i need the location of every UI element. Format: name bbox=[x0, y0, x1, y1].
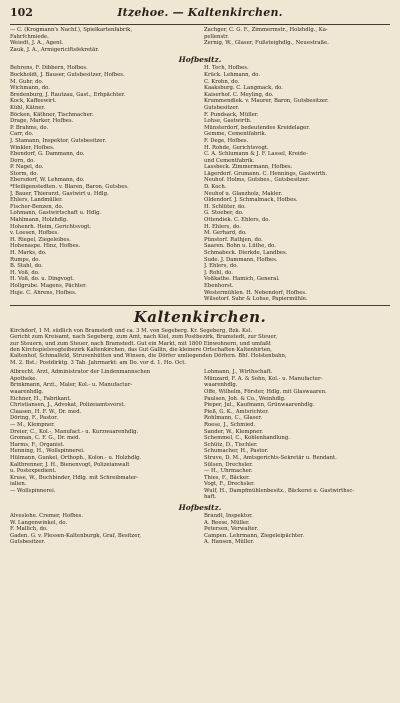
page-header bbox=[10, 6, 390, 22]
directory-entry: Wilsetorf. Suhr & Lohse, Papiermühle. bbox=[204, 296, 308, 303]
directory-entry: J. Ehlers, do. bbox=[204, 263, 238, 270]
directory-entry: Christiansen, J., Advokat, Polizeiamtsvorst. bbox=[10, 402, 126, 409]
directory-entry: Hohenrh. Heim, Gerichtsvogt. bbox=[10, 223, 92, 230]
directory-entry: *Heiligenstedten. v. Blaren, Baron, Gutsbes. bbox=[10, 184, 129, 191]
header-rule bbox=[10, 24, 390, 25]
directory-entry: Kock, Kaffeewirt. bbox=[10, 98, 57, 105]
description-line: Kaltenhof, Schmalfeld, Struvenhütten und Winsen, die Dörfer umliegenden Dörfern. Bhf. Holstenbahn, bbox=[10, 353, 287, 360]
directory-entry: — C. (Krogmann's Nachf.), Spielkartenfabrik, bbox=[10, 27, 133, 33]
left-column-3 bbox=[10, 513, 196, 546]
directory-entry: Gemme, Cementfabrik. bbox=[204, 131, 267, 138]
directory-entry: Dreier, C., Kol.-, Manufact.- u. Kurzwaarenhdlg. bbox=[10, 428, 139, 435]
directory-entry: Kaiserhof. C. Meyling, do. bbox=[204, 91, 274, 98]
directory-entry: Gutsbesitzer. bbox=[10, 539, 46, 546]
directory-entry: Roese, J., Schmied. bbox=[204, 421, 256, 428]
directory-entry: Kaaksburg. C. Langmack, do. bbox=[204, 85, 283, 92]
directory-entry: P. Brahms, do. bbox=[10, 124, 49, 131]
top-entries bbox=[10, 27, 390, 53]
directory-entry: Mahlmann, Holzhdlg. bbox=[10, 217, 68, 224]
directory-entry: — M., Klempner. bbox=[10, 421, 55, 428]
directory-entry: Pieper, Jul., Kaufmann, Grünwaarenhdlg. bbox=[204, 402, 315, 409]
directory-entry: Paulsen, Joh. & Co., Weinhdlg. bbox=[204, 395, 286, 402]
directory-entry: Drage, Marker, Hofbes. bbox=[10, 118, 74, 125]
directory-entry: C. Krohn, do. bbox=[204, 78, 240, 85]
directory-entry: F. Dege, Hofbes. bbox=[204, 137, 249, 144]
directory-entry: Ottendiek. C. Ehlers, do. bbox=[204, 217, 271, 224]
right-column-2 bbox=[204, 369, 390, 501]
directory-entry: H. Ehlers, do. bbox=[204, 223, 241, 230]
directory-entry: Dorn, do. bbox=[10, 157, 35, 164]
directory-entry: Rumps, do. bbox=[10, 256, 41, 263]
directory-entry: Henning, H., Wollspinnerei. bbox=[10, 448, 85, 455]
directory-entry: H. Voß, do. u. Dingvogt. bbox=[10, 276, 75, 283]
directory-entry: Weiedt, J. A., Agent. bbox=[10, 40, 64, 47]
directory-entry: Saaren. Bohn u. Lüthe, do. bbox=[204, 243, 276, 250]
section-heading-hofbesitz: Hofbesitz. bbox=[178, 55, 222, 65]
right-column-1 bbox=[204, 65, 390, 302]
directory-entry: Ebenhorst. bbox=[204, 282, 234, 289]
directory-entry: Hollgrube. Magens, Pächter. bbox=[10, 282, 87, 289]
directory-entry: Schemmel, C., Kohlenhandlung. bbox=[204, 435, 290, 442]
section-rule bbox=[10, 305, 390, 306]
directory-entry: Hohenaspe. Hinz, Hofbes. bbox=[10, 243, 81, 250]
directory-entry: Hülmann, Gunkel, Orthoph., Kolon.- u. Holzhdlg. bbox=[10, 454, 142, 461]
town-entries bbox=[10, 369, 390, 501]
directory-entry: und Cementfabrik. bbox=[204, 157, 255, 164]
directory-entry: Apotheke. bbox=[10, 375, 38, 382]
directory-entry: Zauk, J. A., Armigericiftsfekretär. bbox=[10, 46, 99, 53]
directory-entry: Ehlers, Landmüller. bbox=[10, 197, 63, 204]
page-number: 102 bbox=[10, 6, 33, 19]
directory-entry: haft. bbox=[204, 494, 217, 501]
hofbesitz-entries bbox=[10, 65, 390, 302]
description-line: den Kirchspielsvogteibezirk Kaltenkirchen, das Gut Gallin, die kleinere Ortschaften Kaltenhirten, bbox=[10, 346, 272, 353]
directory-entry: Wulf, H., Dampfmühlenbesitz., Bäckerei u. Gastwirthsc- bbox=[204, 487, 355, 494]
directory-entry: Storm, do. bbox=[10, 170, 39, 177]
directory-entry: H. Schlüter, do. bbox=[204, 203, 246, 210]
directory-entry: M. Gerhard, do. bbox=[204, 230, 247, 237]
description-line: Kirchdorf, 1 M. südlich von Bramstedt und ca. 3 M. von Segeberg. Kr. Segeberg, Bzk. Ksl. bbox=[10, 327, 253, 334]
directory-entry: Pünstorf. Rathjen, do. bbox=[204, 236, 263, 243]
directory-entry: Neuhof u. Glanzholz, Makler. bbox=[204, 190, 283, 197]
directory-entry: Winkler, Hofbes. bbox=[10, 144, 55, 151]
directory-entry: waarenhdlg. bbox=[10, 388, 44, 395]
directory-entry: Eichner, H., Fabrikant. bbox=[10, 395, 72, 402]
directory-entry: Krummendiek. v. Maurer, Baron, Gutsbesitzer. bbox=[204, 98, 329, 105]
directory-entry: J. Rohl, do. bbox=[204, 269, 233, 276]
directory-entry: Pieß, G. K., Amtsrichter. bbox=[204, 408, 269, 415]
directory-entry: H. Rohde, Gerichtsvogt. bbox=[204, 144, 269, 151]
directory-entry: Bredenburg, J. Rautzau, Gast., Erbpächter. bbox=[10, 91, 126, 98]
directory-entry: Brinkmann, Arzt., Maler, Kol.- u. Manufactur- bbox=[10, 382, 133, 389]
left-column-1 bbox=[10, 65, 196, 302]
directory-entry: A. Hansen, Müller. bbox=[204, 539, 255, 546]
directory-entry: Gutsbesitzer. bbox=[204, 104, 240, 111]
directory-entry: C. A. Schlumann & J. F. Lassel, Kreide- bbox=[204, 151, 308, 158]
directory-entry: Petersen, Verwalter. bbox=[204, 526, 259, 533]
directory-entry: Lassbeck. Zimmermann, Hofbes. bbox=[204, 164, 293, 171]
directory-entry: Fahrfchmiede. bbox=[10, 33, 49, 40]
directory-entry: waarenhdlg. bbox=[204, 382, 238, 389]
directory-entry: Behrens, F. Dibbern, Hofbes. bbox=[10, 65, 88, 72]
directory-entry: Brandt, Inspektor. bbox=[204, 513, 253, 520]
directory-entry: G. Stoeber, do. bbox=[204, 210, 244, 217]
directory-entry: Carr, do. bbox=[10, 131, 34, 138]
directory-entry: F. Mallich, do. bbox=[10, 526, 48, 533]
directory-entry: Münsterdorf, bedeutendes Kreidelager. bbox=[204, 124, 310, 131]
directory-entry: Lohse, Gastwirth. bbox=[204, 118, 252, 125]
description-line: Gericht zum Kreisamt, nach Segeberg, zum Amt, nach Kiel, zum Postbezirk, Bramstedt, zur Steuer, bbox=[10, 334, 278, 341]
directory-entry: Albrecht, Arzt, Administrator der Lindenmannschen bbox=[10, 369, 151, 376]
directory-entry: Döring, F., Pastor. bbox=[10, 415, 58, 422]
top-left-column bbox=[10, 27, 196, 53]
directory-entry: J. Bauer, Thierarzt, Gastwirt u. Hdlg. bbox=[10, 190, 109, 197]
directory-entry: D. Koch. bbox=[204, 184, 227, 191]
directory-entry: P. Nagel, do. bbox=[10, 164, 44, 171]
directory-entry: Bockholdt, J. Bauser, Gutsbesitzer, Hofbes. bbox=[10, 71, 125, 78]
directory-entry: B. Stahl, do. bbox=[10, 263, 43, 270]
directory-entry: Lohmann, Gastwirtschaft u. Hdlg. bbox=[10, 210, 102, 217]
directory-entry: Schmabeck. Dierkde, Landbes. bbox=[204, 250, 288, 256]
directory-entry: W. Langenwinkel, do. bbox=[10, 519, 68, 526]
right-column-3 bbox=[204, 513, 390, 546]
directory-entry: v. Loesen, Hofbes. bbox=[10, 230, 59, 237]
description-line: zur Steuern, und zum Steuer, nach Bramstedt. Gut ein Markt, mit 1800 Einwohnern, und umfaßt bbox=[10, 340, 271, 347]
directory-entry: Münzard, F. A. & Sohn, Kol.- u. Manufactur- bbox=[204, 375, 323, 382]
directory-entry: Böcken, Käthner, Tischmacher. bbox=[10, 111, 94, 118]
description-line: M. 2. Bst.: Postdirktg. 3 Tab. Jahrmarkt: am Do. vor d. 1. Ho. Oct. bbox=[10, 359, 187, 366]
directory-entry: H. Riegel, Ziegeleibes. bbox=[10, 236, 71, 243]
directory-entry: pellenstr. bbox=[204, 33, 229, 40]
section-heading-hofbesitz-2: Hofbesitz. bbox=[178, 503, 222, 513]
directory-entry: F. Pundsack, Müller. bbox=[204, 111, 259, 118]
town-heading: Kaltenkirchen. bbox=[133, 307, 267, 326]
directory-entry: Kühl, Kätner. bbox=[10, 104, 46, 111]
directory-entry: Offe, Wilhelm, Förster, Hdlg. mit Glaswaaren. bbox=[204, 388, 327, 395]
directory-entry: Sander, W., Klempner. bbox=[204, 428, 263, 435]
directory-entry: u. Postexpedient. bbox=[10, 468, 57, 475]
directory-entry: Zachger, C. G. F., Zimmermstr., Holzhdlg., Ka- bbox=[204, 27, 328, 33]
page-title: Itzehoe. — Kaltenkirchen. bbox=[117, 6, 283, 19]
directory-entry: Ebersdorf, W. Lehmann, do. bbox=[10, 177, 85, 184]
directory-entry: Westermühlen. H. Nebendorf, Hofbes. bbox=[204, 289, 307, 296]
directory-entry: — H., Uhrmacher. bbox=[204, 468, 253, 475]
directory-entry: Schumacher, H., Pastor. bbox=[204, 448, 269, 455]
directory-entry: Campen. Lehrmann, Ziegeleipächter. bbox=[204, 532, 304, 539]
directory-entry: Gaden. G. v. Plessen-Kaltenburgk, Graf, Besitzer, bbox=[10, 532, 141, 539]
directory-entry: — Wollspinnerei. bbox=[10, 487, 56, 494]
directory-entry: Ebendorf, G. Dammann, do. bbox=[10, 151, 85, 158]
directory-entry: Sude. J. Dammann, Hofbes. bbox=[204, 256, 278, 263]
directory-entry: Alveslohe. Cremer, Hofbes. bbox=[10, 513, 84, 520]
directory-entry: Kaltbrenner, J. H., Bienenvogt, Polizeianwalt bbox=[10, 461, 130, 468]
directory-entry: H. Voß, do. bbox=[10, 269, 40, 276]
directory-entry: A. Reese, Müller. bbox=[204, 519, 250, 526]
directory-entry: Krück. Lehmann, do. bbox=[204, 71, 261, 78]
directory-entry: J. Stamann, Inspektor, Gutsbesitzer. bbox=[10, 137, 107, 144]
directory-entry: Fischer-Benzen, do. bbox=[10, 203, 64, 210]
hofbesitz-entries-2 bbox=[10, 513, 390, 546]
directory-entry: ialien. bbox=[10, 481, 27, 488]
directory-entry: Harms, F., Organist. bbox=[10, 441, 65, 448]
directory-entry: Groman, C. F. G., Dr. med. bbox=[10, 435, 81, 442]
directory-entry: H. Marks, do. bbox=[10, 250, 47, 256]
top-right-column bbox=[204, 27, 390, 53]
directory-entry: Huje. C. Ahrens, Hofbes. bbox=[10, 289, 77, 296]
directory-entry: M. Guhr, do. bbox=[10, 78, 44, 85]
directory-entry: Claasen, H. F. W., Dr. med. bbox=[10, 408, 82, 415]
directory-entry: Oldendorf. J. Schmalmack, Hofbes. bbox=[204, 197, 298, 204]
directory-entry: Lägerdorf. Grumann. C. Hennings, Gastwirth. bbox=[204, 170, 328, 177]
left-column-2 bbox=[10, 369, 196, 501]
directory-entry: Neuhof. Holms, Gutsbes., Gutsbesitzer. bbox=[204, 177, 310, 184]
town-description bbox=[10, 328, 390, 366]
directory-entry: Sülsen, Drechsler. bbox=[204, 461, 253, 468]
directory-entry: Kruse, W., Buchbinder, Hdlg. mit Schreibmater- bbox=[10, 474, 139, 481]
directory-entry: Lohmann, J., Wirthschaft. bbox=[204, 369, 273, 376]
directory-entry: Zernig, W., Glaser, Fußsteighdlg., Neuestraße. bbox=[204, 40, 329, 47]
directory-entry: Voßkathe. Hamich, General. bbox=[204, 276, 280, 283]
directory-entry: H. Tech, Hofbes. bbox=[204, 65, 249, 72]
directory-entry: Schütz, D., Tischler. bbox=[204, 441, 258, 448]
directory-entry: Rohlmann, C., Glaser. bbox=[204, 415, 263, 422]
directory-entry: Wichmann, do. bbox=[10, 85, 50, 92]
directory-entry: Vogt, F., Drechsler. bbox=[204, 481, 255, 488]
directory-entry: Struve, D. M., Amtsgerichts-Sekretär u. Rendant. bbox=[204, 454, 337, 461]
directory-entry: Thies, F., Bäcker. bbox=[204, 474, 250, 481]
